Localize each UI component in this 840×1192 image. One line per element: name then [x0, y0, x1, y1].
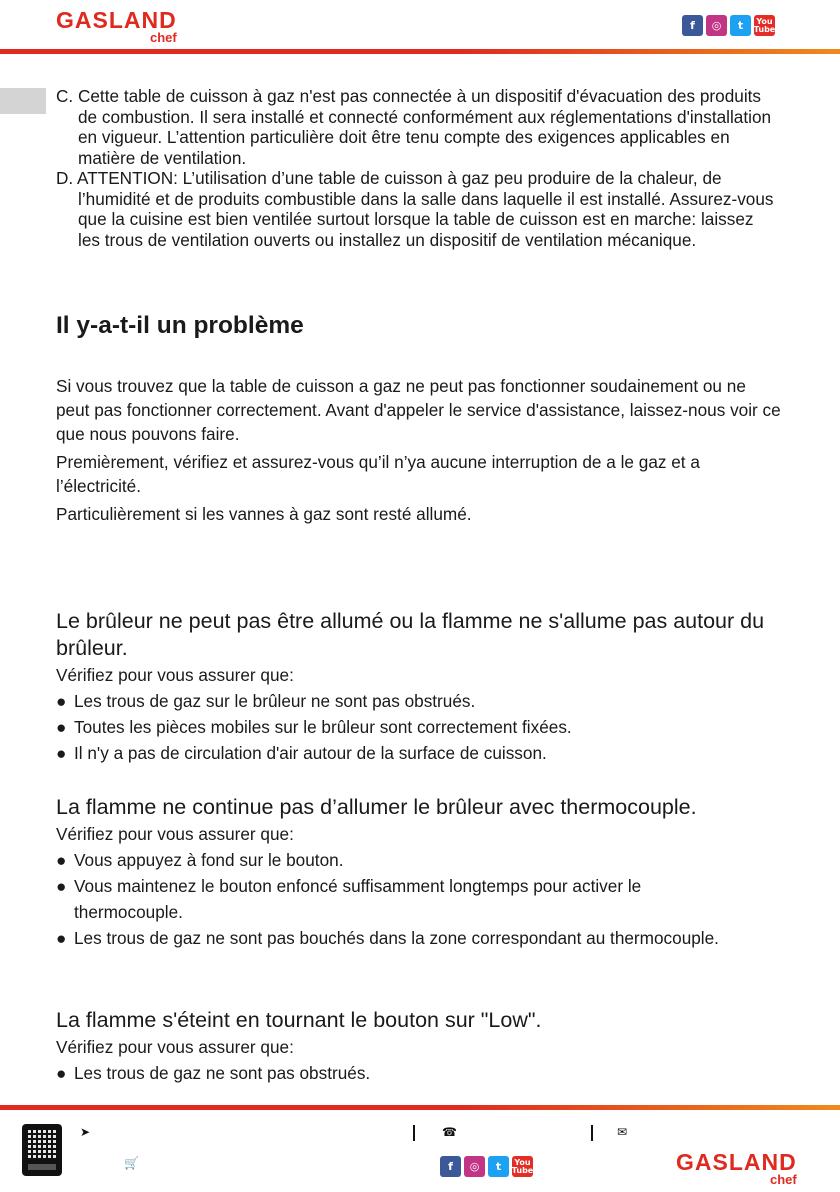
intro-paragraph: Particulièrement si les vannes à gaz sont resté allumé. [56, 504, 472, 524]
list-item: ● Toutes les pièces mobiles sur le brûleur sont correctement fixées. [56, 714, 784, 740]
page-header [0, 0, 840, 52]
section-title: Il y-a-t-il un problème [56, 312, 304, 339]
check-intro: Vérifiez pour vous assurer que: [56, 665, 294, 685]
note-d: D. ATTENTION: L’utilisation d’une table de cuisson à gaz peu produire de la chaleur, de l’humidité et de produits combustible dans la salle dans laquelle il est installé. Assurez-vous que la cuisine est bien ventilée surtout lorsque la table de cuisson est en marche: laissez les trous de ventilation ouverts ou installez un dispositif de ventilation mécanique. [56, 168, 774, 250]
cart-icon[interactable]: 🛒 [124, 1156, 139, 1170]
bullet-icon: ● [56, 928, 67, 948]
brand-sub: chef [150, 30, 177, 45]
footer-divider [591, 1125, 593, 1141]
bullet-icon: ● [56, 717, 67, 737]
footer-divider [413, 1125, 415, 1141]
list-item: ● Vous appuyez à fond sur le bouton. [56, 847, 784, 873]
list-item: ● Les trous de gaz ne sont pas obstrués. [56, 1060, 784, 1086]
troubleshoot-section-1 [56, 608, 784, 766]
bullet-icon: ● [56, 691, 67, 711]
list-item: ● Vous maintenez le bouton enfoncé suffisamment longtemps pour activer le thermocouple. [56, 873, 754, 925]
list-item: ● Il n'y a pas de circulation d'air autour de la surface de cuisson. [56, 740, 784, 766]
twitter-icon[interactable]: t [488, 1156, 509, 1177]
intro-paragraphs [56, 374, 784, 530]
youtube-icon[interactable]: You Tube [512, 1156, 533, 1177]
section-heading: La flamme ne continue pas d’allumer le brûleur avec thermocouple. [56, 795, 697, 819]
list-item: ● Les trous de gaz ne sont pas bouchés dans la zone correspondant au thermocouple. [56, 925, 734, 951]
location-icon: ➤ [80, 1125, 91, 1139]
brand-name: GASLAND [676, 1149, 797, 1175]
facebook-icon[interactable]: f [440, 1156, 461, 1177]
qr-code[interactable] [22, 1124, 62, 1176]
troubleshoot-section-3 [56, 1007, 784, 1086]
header-social-links [682, 15, 775, 36]
brand-sub: chef [770, 1172, 797, 1187]
phone-icon: ☎ [442, 1125, 457, 1139]
note-c: C. Cette table de cuisson à gaz n'est pas connectée à un dispositif d'évacuation des produits de combustion. Il sera installé et connecté conformément aux réglementations d'installation en vigueur. L’attention particulière doit être tenu compte des exigences applicables en matière de ventilation. [56, 86, 772, 168]
check-intro: Vérifiez pour vous assurer que: [56, 824, 294, 844]
mail-icon[interactable]: ✉ [617, 1125, 628, 1139]
side-tab-marker [0, 88, 46, 114]
troubleshoot-section-2 [56, 794, 784, 951]
page-footer [0, 1112, 840, 1192]
section-heading: Le brûleur ne peut pas être allumé ou la flamme ne s'allume pas autour du brûleur. [56, 609, 765, 660]
footer-social-links [440, 1156, 533, 1177]
section-heading: La flamme s'éteint en tournant le bouton sur "Low". [56, 1008, 542, 1032]
bullet-icon: ● [56, 743, 67, 763]
header-stripe [0, 49, 840, 54]
footer-stripe [0, 1105, 840, 1110]
bullet-icon: ● [56, 850, 67, 870]
installation-notes [56, 86, 778, 250]
twitter-icon[interactable]: t [730, 15, 751, 36]
brand-name: GASLAND [56, 7, 177, 33]
instagram-icon[interactable]: ◎ [464, 1156, 485, 1177]
brand-logo [56, 8, 177, 44]
intro-paragraph: Premièrement, vérifiez et assurez-vous qu’il n’ya aucune interruption de a le gaz et a l’électricité. [56, 452, 700, 496]
footer-brand-logo [676, 1150, 797, 1186]
intro-paragraph: Si vous trouvez que la table de cuisson a gaz ne peut pas fonctionner soudainement ou ne peut pas fonctionner correctement. Avant d'appeler le service d'assistance, laissez-nous voir ce que nous pouvons faire. [56, 376, 781, 444]
bullet-icon: ● [56, 876, 67, 896]
list-item: ● Les trous de gaz sur le brûleur ne sont pas obstrués. [56, 688, 784, 714]
bullet-icon: ● [56, 1063, 67, 1083]
check-intro: Vérifiez pour vous assurer que: [56, 1037, 294, 1057]
facebook-icon[interactable]: f [682, 15, 703, 36]
youtube-icon[interactable]: You Tube [754, 15, 775, 36]
instagram-icon[interactable]: ◎ [706, 15, 727, 36]
